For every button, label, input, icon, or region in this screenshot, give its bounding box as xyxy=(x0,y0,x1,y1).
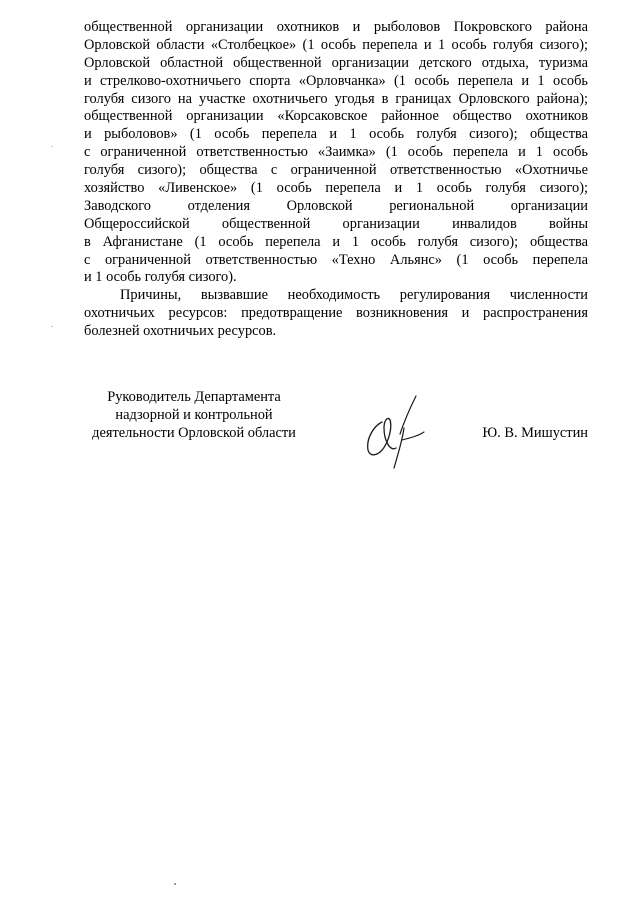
body-line: Орловской областной общественной организации детского отдыха, туризма xyxy=(84,54,588,71)
scan-mark xyxy=(174,883,176,885)
body-line: с ограниченной ответственностью «Заимка» (1 особь перепела и 1 особь xyxy=(84,144,588,161)
reasons-line: Причины, вызвавшие необходимость регулирования численности xyxy=(120,287,588,304)
body-line: Общероссийской общественной организации инвалидов войны xyxy=(84,215,588,232)
position-line: деятельности Орловской области xyxy=(92,425,296,441)
reasons-line: охотничьих ресурсов: предотвращение возникновения и распространения xyxy=(84,305,588,322)
body-line: хозяйство «Ливенское» (1 особь перепела и 1 особь голубя сизого); xyxy=(84,180,588,197)
body-line: Орловской области «Столбецкое» (1 особь перепела и 1 особь голубя сизого); xyxy=(84,36,588,53)
body-line: голубя сизого); общества с ограниченной ответственностью «Охотничье xyxy=(84,162,588,179)
document-body xyxy=(84,19,588,341)
body-line: и стрелково-охотничьего спорта «Орловчанка» (1 особь перепела и 1 особь xyxy=(84,72,588,89)
body-line: и рыболовов» (1 особь перепела и 1 особь голубя сизого); общества xyxy=(84,126,588,143)
body-line: голубя сизого на участке охотничьего угодья в границах Орловского района); xyxy=(84,90,588,107)
position-line: Руководитель Департамента xyxy=(107,389,281,405)
position-line: надзорной и контрольной xyxy=(115,407,273,423)
reasons-line: болезней охотничьих ресурсов. xyxy=(84,323,277,340)
signatory-name: Ю. В. Мишустин xyxy=(482,425,588,441)
body-line: с ограниченной ответственностью «Техно Альянс» (1 особь перепела xyxy=(84,251,588,268)
handwritten-signature-icon xyxy=(360,392,432,470)
scan-mark xyxy=(51,146,53,147)
signatory-position xyxy=(84,388,304,442)
body-line: и 1 особь голубя сизого). xyxy=(84,269,237,286)
body-line: общественной организации охотников и рыболовов Покровского района xyxy=(84,19,588,35)
body-line: Заводского отделения Орловской региональной организации xyxy=(84,197,588,214)
body-line: общественной организации «Корсаковское районное общество охотников xyxy=(84,108,588,125)
scan-mark xyxy=(51,326,53,327)
body-line: в Афганистане (1 особь перепела и 1 особь голубя сизого); общества xyxy=(84,233,588,250)
